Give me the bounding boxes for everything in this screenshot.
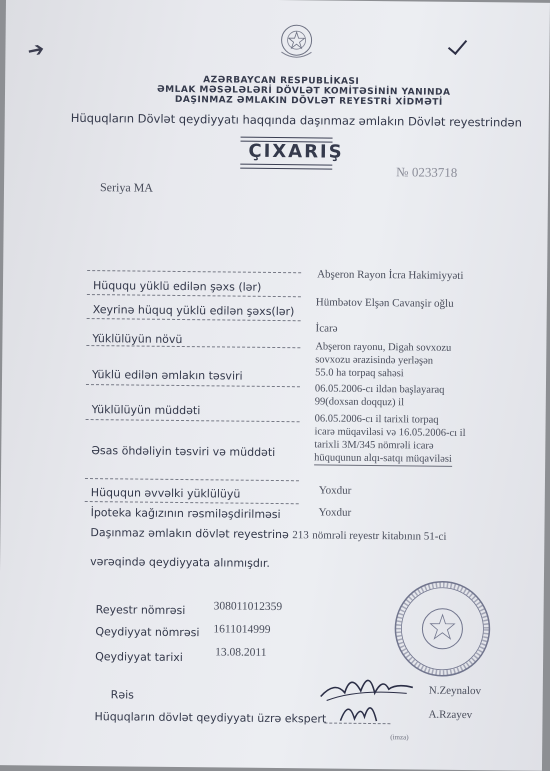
field-value-property-description: Abşeron rayonu, Digah sovxozu sovxozu ərazisində yerləşən 55.0 ha torpaq sahəsi (315, 341, 452, 380)
expert-signature (334, 691, 384, 732)
divider (86, 345, 300, 348)
head-name: N.Zeynalov (428, 684, 482, 698)
registration-date-label: Qeydiyyat tarixi (95, 650, 183, 665)
expert-name: A.Rzayev (428, 708, 473, 722)
handwritten-arrow-mark: ➔ (25, 36, 47, 63)
expert-title: Hüquqların dövlət qeydiyyatı üzrə ekspert (94, 710, 327, 726)
field-value-obligation: 06.05.2006-cı il tarixli torpaq icarə müqaviləsi və 16.05.2006-cı il tarixli 3M/345 nömrəli icarə hüququnun alqı-satqı müqaviləsi (314, 413, 466, 465)
registry-number-value: 308011012359 (213, 600, 283, 614)
series-label: Seriya MA (99, 180, 154, 195)
document-title: ÇIXARIŞ (248, 140, 344, 163)
field-label-mortgage: İpoteka kağızının rəsmiləşdirilməsi (90, 506, 281, 522)
field-value-duration: 06.05.2006-cı ildən başlayaraq 99(doxsan doqquz) il (314, 383, 445, 409)
field-label-duration: Yüklülüyün müddəti (91, 403, 201, 418)
field-label-property-description: Yüklü edilən əmlakın təsviri (91, 368, 243, 383)
field-label-encumbrance-type: Yüklülüyün növü (92, 332, 183, 347)
divider (87, 294, 301, 297)
divider (86, 419, 300, 422)
header-country: AZƏRBAYCAN RESPUBLİKASI (203, 75, 360, 87)
registration-number-value: 1611014999 (213, 623, 271, 636)
field-value-encumbrance-type: İcarə (315, 322, 338, 335)
field-label-obligation: Əsas öhdəliyin təsviri və müddəti (91, 444, 276, 459)
field-label-beneficiary: Xeyrinə hüquq yüklü edilən şəxs(lər) (92, 303, 295, 319)
registry-number-label: Reyestr nömrəsi (95, 603, 186, 618)
registry-note-line2: vərəqində qeydiyyata alınmışdır. (90, 555, 270, 570)
handwritten-check-mark (448, 35, 467, 55)
field-label-encumbered-party: Hüququ yüklü edilən şəxs (lər) (92, 279, 262, 294)
state-emblem-icon (273, 22, 319, 62)
serial-number: № 0233718 (396, 164, 458, 180)
divider (85, 501, 299, 504)
field-value-encumbered-party: Abşeron Rayon İcra Hakimiyyəti (317, 268, 464, 282)
head-title: Rəis (110, 688, 134, 702)
divider (87, 318, 301, 321)
header-service: DAŞINMAZ ƏMLAKIN DÖVLƏT REYESTRİ XİDMƏTİ (174, 94, 443, 108)
header-subtitle: Hüquqların Dövlət qeydiyyatı haqqında daşınmaz əmlakın Dövlət reyestrindən (70, 110, 523, 130)
divider (85, 478, 299, 481)
expert-signature-caption: (imza) (390, 733, 409, 742)
registry-note-line1: Daşınmaz əmlakın dövlət reyestrinə 213 nömrəli reyestr kitabının 51-ci (90, 526, 447, 543)
registration-date-value: 13.08.2011 (215, 646, 267, 659)
divider (87, 270, 301, 273)
divider (86, 384, 300, 387)
header-committee: ƏMLAK MƏSƏLƏLƏRİ DÖVLƏT KOMİTƏSİNİN YANINDA (157, 84, 451, 98)
registration-number-label: Qeydiyyat nömrəsi (95, 625, 200, 640)
field-value-previous-encumbrance: Yoxdur (318, 484, 352, 497)
registry-book-number: 213 (292, 529, 309, 542)
field-label-previous-encumbrance: Hüququn əvvəlki yüklülüyü (90, 486, 241, 501)
field-value-beneficiary: Hümbətov Elşən Cavanşir oğlu (315, 296, 454, 310)
field-value-mortgage: Yoxdur (318, 506, 352, 519)
